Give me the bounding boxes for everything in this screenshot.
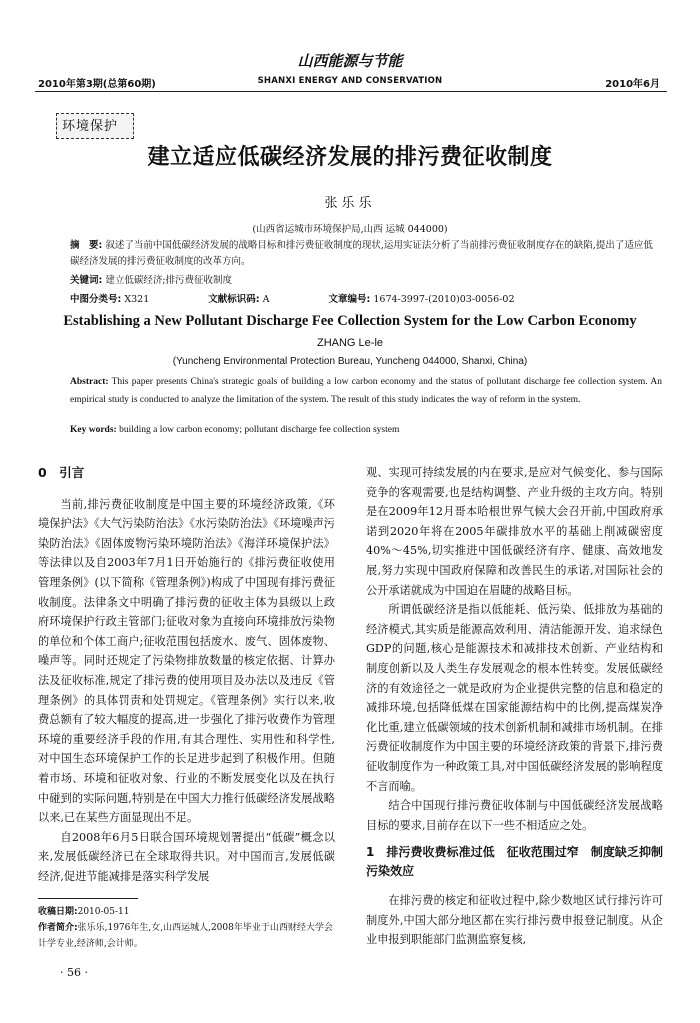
publication-date: 2010年6月 [605,79,660,90]
doc-code-value: A [262,294,270,305]
keywords-en [70,425,662,435]
issue-info: 2010年第3期(总第60期) [38,79,156,90]
doc-code-label: 文献标识码: [208,294,260,305]
body-paragraph: 在排污费的核定和征收过程中,除少数地区试行排污许可制度外,中国大部分地区都在实行排污费申报登记制度。从企业申报到职能部门监测监察复核, [366,894,663,947]
abstract-cn-label: 摘 要: [70,240,103,251]
body-column-right [366,463,663,950]
body-paragraph: 结合中国现行排污费征收体制与中国低碳经济发展战略目标的要求,目前存在以下一些不相适应之处。 [366,799,663,832]
body-paragraph: 所谓低碳经济是指以低能耗、低污染、低排放为基础的经济模式,其实质是能源高效利用、清洁能源开发、追求绿色GDP的问题,核心是能源技术和减排技术创新、产业结构和制度创新以及人类生存发展观念的根本性转变。发展低碳经济的有效途径之一就是政府为企业提供完整的信息和稳定的减排环境,包括降低煤在国家能源结构中的比例,提高煤炭净化比重,建立低碳领域的技术创新机制和减排市场机制。在排污费征收制度作为中国主要的环境经济政策的背景下,排污费征收制度作为一种政策工具,对中国低碳经济发展的影响程度不言而喻。 [366,603,663,793]
classification-line [70,291,662,305]
journal-english-name: SHANXI ENERGY AND CONSERVATION [257,76,443,86]
paper-title-en: Establishing a New Pollutant Discharge Fee Collection System for the Low Carbon Economy [63,313,637,329]
section-heading-intro: 0 引言 [38,465,85,480]
abstract-cn-text: 叙述了当前中国低碳经济发展的战略目标和排污费征收制度的现状,运用实证法分析了当前排污费征收制度存在的缺陷,提出了适应低碳经济发展的排污费征收制度的改革方向。 [70,240,653,267]
keywords-en-label: Key words: [70,425,117,435]
footnote-divider [38,898,138,899]
bio-label: 作者简介: [38,923,78,933]
keywords-cn-label: 关键词: [70,275,103,286]
received-label: 收稿日期: [38,907,78,917]
author-name: 张乐乐 [324,196,376,211]
received-date: 2010-05-11 [77,907,130,917]
abstract-en [70,373,662,409]
clc-label: 中图分类号: [70,294,122,305]
page-number: · 56 · [60,966,88,979]
keywords-cn-text: 建立低碳经济;排污费征收制度 [105,275,233,286]
author-name-en: ZHANG Le-le [316,337,384,349]
article-no-value: 1674-3997-(2010)03-0056-02 [373,294,515,305]
abstract-cn [70,238,662,270]
body-paragraph: 当前,排污费征收制度是中国主要的环境经济政策,《环境保护法》《大气污染防治法》《水污染防治法》《环境噪声污染防治法》《固体废物污染环境防治法》《海洋环境保护法》等法律以及自2003年7月1日开始施行的《排污费征收使用管理条例》(以下简称《管理条例》)构成了中国现有排污费征收制度。法律条文中明确了排污费的征收主体为县级以上政府环境保护行政主管部门;征收对象为直接向环境排放污染物的单位和个体工商户;征收范围包括废水、废气、固体废物、噪声等。同时还规定了污染物排放数量的核定依据、计算办法及征收标准,规定了排污费的使用项目及办法以及违反《管理条例》的具体罚责和处罚规定。《管理条例》实行以来,收费总额有了较大幅度的提高,进一步强化了排污收费作为管理环境的重要经济手段的作用,有其合理性、实用性和科学性,对中国生态环境保护工作的长足进步起到了积极作用。但随着市场、环境和征收对象、行业的不断发展变化以及在执行中碰到的实际问题,特别是在中国大力推行低碳经济发展战略以来,已在某些方面显现出不足。 [38,497,335,825]
journal-logo: 山西能源与节能 [297,52,403,70]
header-divider [35,91,667,92]
author-affiliation-en: (Yuncheng Environmental Protection Bureau, Yuncheng 044000, Shanxi, China) [172,356,528,367]
article-no-label: 文章编号: [328,294,371,305]
keywords-cn [70,272,662,286]
keywords-en-text: building a low carbon economy; pollutant discharge fee collection system [119,425,400,435]
clc-value: X321 [124,294,150,305]
footnote [38,904,335,952]
section-heading-1: 1 排污费收费标准过低 征收范围过窄 制度缺乏抑制污染效应 [366,845,663,879]
paper-title: 建立适应低碳经济发展的排污费征收制度 [147,145,553,170]
body-column-left [38,463,335,886]
body-paragraph: 观、实现可持续发展的内在要求,是应对气候变化、参与国际竞争的客观需要,也是结构调整、产业升级的主攻方向。特别是在2009年12月哥本哈根世界气候大会召开前,中国政府承诺到2020年将在2005年碳排放水平的基础上削减碳密度40%～45%,切实推进中国低碳经济有序、健康、高效地发展,努力实现中国政府保障和改善民生的承诺,对国际社会的公开承诺就成为中国迫在眉睫的战略目标。 [366,466,663,597]
body-paragraph: 自2008年6月5日联合国环境规划署提出“低碳”概念以来,发展低碳经济已在全球取得共识。对中国而言,发展低碳经济,促进节能减排是落实科学发展 [38,830,335,883]
author-bio: 张乐乐,1976年生,女,山西运城人,2008年毕业于山西财经大学会计学专业,经济师,会计师。 [38,923,333,949]
abstract-en-label: Abstract: [70,377,109,387]
author-affiliation: (山西省运城市环境保护局,山西 运城 044000) [252,224,448,235]
abstract-en-text: This paper presents China's strategic goals of building a low carbon economy and the status of pollutant discharge fee collection system. An empirical study is conducted to analyze the limitation of the system. The result of this study indicates the way of reform in the system. [70,377,662,405]
section-tag: 环境保护 [62,119,119,134]
